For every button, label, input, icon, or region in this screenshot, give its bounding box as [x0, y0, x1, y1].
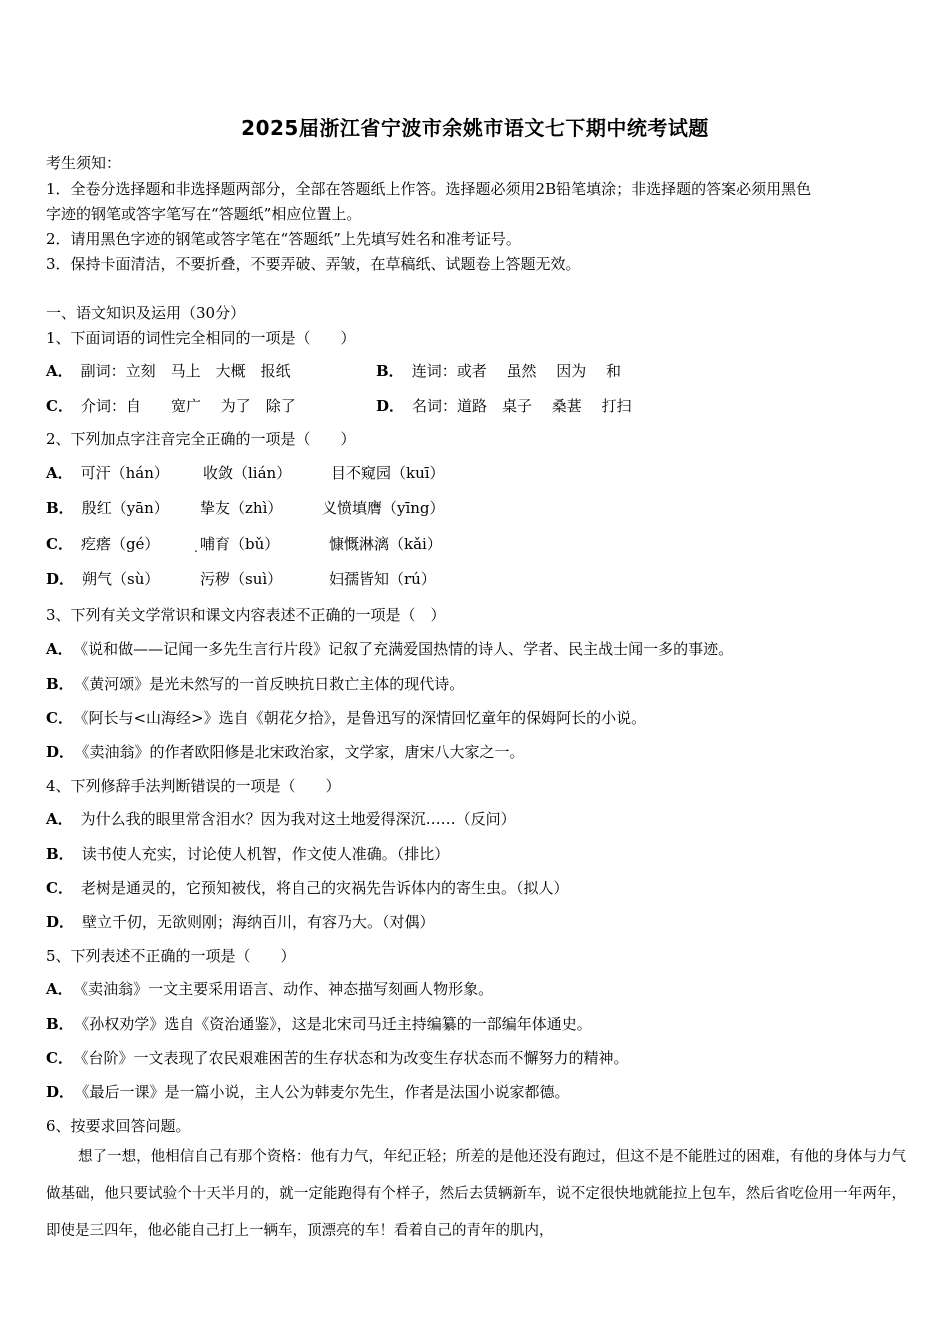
notice-line-3: 3．保持卡面清洁，不要折叠，不要弄破、弄皱，在草稿纸、试题卷上答题无效。 — [46, 255, 581, 273]
section-heading: 一、语文知识及运用（30分） — [46, 304, 246, 322]
option-label: C． — [46, 879, 73, 897]
option-label: B． — [46, 499, 74, 517]
option-label: A． — [46, 640, 73, 658]
exam-title: 2025届浙江省宁波市余姚市语文七下期中统考试题 — [241, 116, 709, 140]
option-text: 介词：自 宽广 为了 除了 — [80, 397, 296, 415]
option-text: 为什么我的眼里常含泪水？因为我对这土地爱得深沉……（反问） — [80, 810, 516, 828]
option-label: A． — [46, 464, 73, 482]
q1-option-a — [46, 360, 291, 381]
option-text: 《最后一课》是一篇小说，主人公为韩麦尔先生，作者是法国小说家都德。 — [82, 1083, 570, 1101]
q5-option-c — [46, 1047, 628, 1068]
option-text: 名词：道路 桌子 桑葚 打扫 — [412, 397, 632, 415]
notice-line-1a: 1．全卷分选择题和非选择题两部分，全部在答题纸上作答。选择题必须用2B铅笔填涂；非选择题的答案必须用黑色 — [46, 180, 812, 198]
option-text: 《卖油翁》一文主要采用语言、动作、神态描写刻画人物形象。 — [80, 980, 494, 998]
q1-option-b — [376, 360, 621, 381]
q5-option-a — [46, 978, 493, 999]
option-label: D． — [46, 743, 75, 761]
q4-option-a — [46, 808, 516, 829]
q2-option-b-word-2: 挚友（zhì） — [200, 499, 283, 517]
q2-option-d-word-2: 污秽（suì） — [200, 570, 283, 588]
option-word-text: 哺育（bǔ） — [200, 535, 280, 553]
option-text: 《说和做——记闻一多先生言行片段》记叙了充满爱国热情的诗人、学者、民主战士闻一多的事迹。 — [80, 640, 734, 658]
option-text: 《黄河颂》是光未然写的一首反映抗日救亡主体的现代诗。 — [81, 675, 465, 693]
q6-stem: 6、按要求回答问题。 — [46, 1117, 191, 1135]
option-label: A． — [46, 362, 73, 380]
q3-option-c — [46, 707, 646, 728]
option-word-1: 朔气（sù） — [82, 570, 160, 588]
notice-heading: 考生须知： — [46, 154, 122, 172]
q5-option-b — [46, 1013, 592, 1034]
option-label: A． — [46, 810, 73, 828]
option-text: 《阿长与<山海经>》选自《朝花夕拾》，是鲁迅写的深情回忆童年的保姆阿长的小说。 — [80, 709, 647, 727]
option-label: A． — [46, 980, 73, 998]
q3-option-d — [46, 741, 525, 762]
option-text: 《台阶》一文表现了农民艰难困苦的生存状态和为改变生存状态而不懈努力的精神。 — [80, 1049, 629, 1067]
q1-option-d — [376, 395, 632, 416]
q1-option-c — [46, 395, 296, 416]
option-label: D． — [46, 570, 75, 588]
option-word-1: 殷红（yān） — [81, 499, 169, 517]
option-word-1: 疙瘩（gé） — [80, 535, 160, 553]
q2-option-c-word-2 — [200, 533, 279, 554]
q3-option-a — [46, 638, 733, 659]
option-text: 壁立千仞，无欲则刚；海纳百川，有容乃大。（对偶） — [82, 913, 435, 931]
option-text: 读书使人充实，讨论使人机智，作文使人准确。（排比） — [81, 845, 450, 863]
q5-stem: 5、下列表述不正确的一项是（ ） — [46, 947, 296, 965]
q2-option-a-word-3: 目不窥园（kuī） — [331, 464, 445, 482]
q2-option-b-word-3: 义愤填膺（yīng） — [322, 499, 445, 517]
option-text: 《孙权劝学》选自《资治通鉴》，这是北宋司马迁主持编纂的一部编年体通史。 — [81, 1015, 592, 1033]
option-label: C． — [46, 535, 73, 553]
q3-stem: 3、下列有关文学常识和课文内容表述不正确的一项是（ ） — [46, 606, 446, 624]
option-word-1: 可汗（hán） — [80, 464, 169, 482]
q6-passage: 想了一想，他相信自己有那个资格：他有力气，年纪正轻；所差的是他还没有跑过，但这不是不能胜过的困难，有他的身体与力气做基础，他只要试验个十天半月的，就一定能跑得有个样子，然后去赁辆新车，说不定很快地就能拉上包车，然后省吃俭用一年两年，即使是三四年，他必能自己打上一辆车，顶漂亮的车！看着自己的青年的肌内， — [46, 1149, 906, 1239]
option-label: C． — [46, 1049, 73, 1067]
option-text: 副词：立刻 马上 大概 报纸 — [80, 362, 291, 380]
q4-stem: 4、下列修辞手法判断错误的一项是（ ） — [46, 777, 341, 795]
notice-line-1b: 字迹的钢笔或答字笔写在“答题纸”相应位置上。 — [46, 205, 362, 223]
option-label: B． — [46, 845, 74, 863]
option-label: C． — [46, 397, 73, 415]
option-label: B． — [46, 675, 74, 693]
notice-line-2: 2．请用黑色字迹的钢笔或答字笔在“答题纸”上先填写姓名和准考证号。 — [46, 230, 521, 248]
q2-stem: 2、下列加点字注音完全正确的一项是（ ） — [46, 430, 356, 448]
option-text: 连词：或者 虽然 因为 和 — [411, 362, 621, 380]
option-label: D． — [46, 913, 75, 931]
q2-option-c — [46, 533, 159, 554]
q2-option-d-word-3: 妇孺皆知（rú） — [329, 570, 436, 588]
option-text: 老树是通灵的，它预知被伐，将自己的灾祸先告诉体内的寄生虫。（拟人） — [80, 879, 569, 897]
option-label: D． — [46, 1083, 75, 1101]
option-label: B． — [376, 362, 404, 380]
option-text: 《卖油翁》的作者欧阳修是北宋政治家，文学家，唐宋八大家之一。 — [82, 743, 525, 761]
q2-option-a — [46, 462, 169, 483]
q4-option-b — [46, 843, 449, 864]
q5-option-d — [46, 1081, 570, 1102]
q2-option-a-word-2: 收敛（lián） — [203, 464, 292, 482]
q4-option-d — [46, 911, 435, 932]
q2-option-d — [46, 568, 159, 589]
option-label: D． — [376, 397, 405, 415]
q2-option-c-word-3: 慷慨淋漓（kǎi） — [329, 535, 442, 553]
q3-option-b — [46, 673, 464, 694]
q1-stem: 1、下面词语的词性完全相同的一项是（ ） — [46, 329, 356, 347]
q4-option-c — [46, 877, 568, 898]
option-label: C． — [46, 709, 73, 727]
option-label: B． — [46, 1015, 74, 1033]
q2-option-b — [46, 497, 169, 518]
